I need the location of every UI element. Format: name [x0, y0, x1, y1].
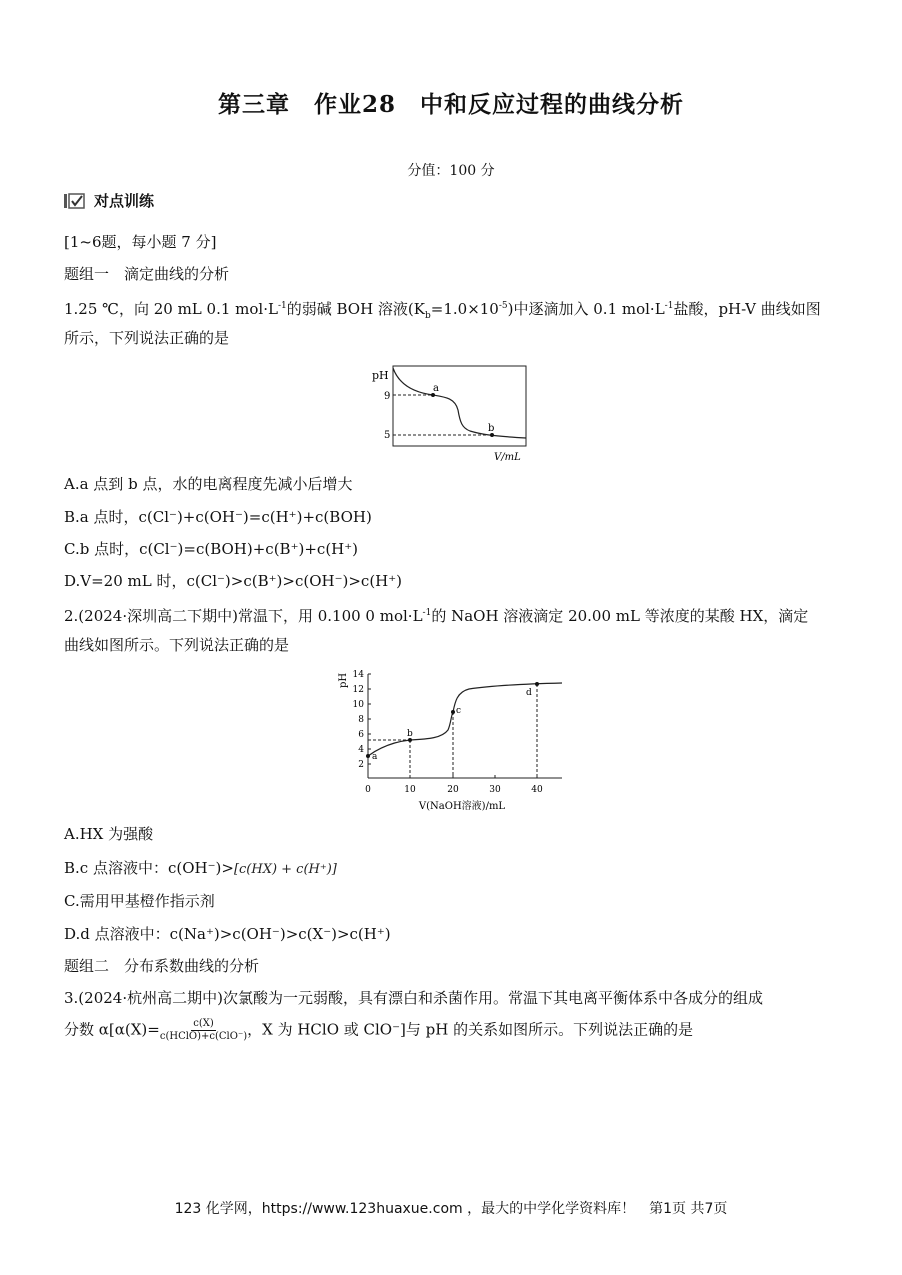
chart2-label-b: b	[407, 729, 413, 739]
chart2-point-c	[451, 710, 455, 714]
chart2-curve	[368, 683, 562, 756]
chart2-ytick-10: 10	[352, 700, 364, 710]
q1-stem-line1: 1.25 ℃，向 20 mL 0.1 $mol\cdot L^{-1}$的弱碱 BOH 溶液$(K_b=1.0\times 10^{-5})$中逐滴加入 0.1 $mol\cdot L^{-1}$盐酸，pH-V 曲线如图	[64, 300, 821, 321]
q2-option-c[interactable]: C.需用甲基橙作指示剂	[64, 892, 215, 910]
chart2-xtick-20: 20	[447, 785, 459, 795]
q1-option-c[interactable]: C.b 点时，c(Cl⁻)=c(BOH)+c(B⁺)+c(H⁺)	[64, 540, 359, 558]
chart2-point-d	[535, 682, 539, 686]
chart-1	[370, 360, 535, 468]
chart2-xtick-10: 10	[404, 785, 416, 795]
group-1-title: 题组一 滴定曲线的分析	[64, 265, 230, 283]
chart2-label-c: c	[456, 706, 462, 716]
chart2-label-d: d	[526, 688, 532, 698]
page-title: 第三章 作业28 中和反应过程的曲线分析	[217, 91, 684, 118]
score-text: 分值：100 分	[407, 163, 495, 179]
chart1-tick-5: 5	[384, 430, 391, 441]
q2-stem-line1: 2.(2024·深圳高二下期中)常温下，用 0.100 0 $mol\cdot L^{-1}$的 NaOH 溶液滴定 20.00 mL 等浓度的某酸 HX，滴定	[64, 607, 809, 625]
chart1-xlabel: V/mL	[494, 452, 521, 463]
chart2-label-a: a	[372, 752, 378, 762]
chart2-xtick-40: 40	[531, 785, 543, 795]
chart1-label-a: a	[433, 383, 439, 394]
group-2-title: 题组二 分布系数曲线的分析	[64, 957, 260, 975]
chart1-label-b: b	[488, 423, 495, 434]
chart2-ytick-6: 6	[358, 730, 364, 740]
chart1-ylabel: pH	[372, 369, 389, 382]
q2-stem-line2: 曲线如图所示。下列说法正确的是	[64, 636, 290, 654]
section-title: 对点训练	[94, 192, 155, 210]
chart1-curve	[393, 368, 526, 438]
q1-option-d[interactable]: D.V=20 mL 时，c(Cl⁻)>c(B⁺)>c(OH⁻)>c(H⁺)	[64, 572, 403, 590]
chart2-xtick-30: 30	[489, 785, 501, 795]
q2-option-b[interactable]: B.c 点溶液中：c(OH⁻)>[c(HX) + c(H⁺)]	[64, 859, 337, 877]
chart2-xtick-0: 0	[365, 785, 371, 795]
q1-option-a[interactable]: A.a 点到 b 点，水的电离程度先减小后增大	[64, 475, 353, 493]
chart-2	[334, 668, 569, 816]
chart2-ytick-12: 12	[352, 685, 364, 695]
q1-option-b[interactable]: B.a 点时，c(Cl⁻)+c(OH⁻)=c(H⁺)+c(BOH)	[64, 508, 372, 526]
section-header	[64, 190, 154, 211]
checklist-icon	[64, 193, 86, 209]
chart2-ylabel: pH	[338, 672, 349, 688]
page-footer: 123 化学网，https://www.123huaxue.com ，最大的中学化学资料库！ 第1页 共7页	[174, 1201, 728, 1217]
chart2-xlabel: V(NaOH溶液)/mL	[418, 801, 506, 812]
q1-stem-line2: 所示，下列说法正确的是	[64, 329, 230, 347]
q3-stem-line2: 分数 α[α(X)= $\frac{c(X)}{\text{c(HClO)+c(ClO⁻)}}$ ，X 为 HClO 或 ClO⁻]与 pH 的关系如图所示。下列说法正确的是	[64, 1018, 694, 1042]
chart2-ytick-8: 8	[358, 715, 364, 725]
chart1-tick-9: 9	[384, 391, 391, 402]
chart2-ytick-2: 2	[358, 760, 364, 770]
q2-option-d[interactable]: D.d 点溶液中：c(Na⁺)>c(OH⁻)>c(X⁻)>c(H⁺)	[64, 925, 391, 943]
q3-stem-line1: 3.(2024·杭州高二期中)次氯酸为一元弱酸，具有漂白和杀菌作用。常温下其电离平衡体系中各成分的组成	[64, 989, 763, 1007]
q2-option-a[interactable]: A.HX 为强酸	[64, 825, 154, 843]
q3-fraction: $\frac{c(X)}{\text{c(HClO)+c(ClO⁻)}}$	[159, 1018, 248, 1042]
range-text: [1~6题，每小题 7 分]	[64, 233, 217, 251]
chart2-ytick-4: 4	[358, 745, 364, 755]
chart2-point-a	[366, 754, 370, 758]
chart2-ytick-14: 14	[352, 670, 364, 680]
